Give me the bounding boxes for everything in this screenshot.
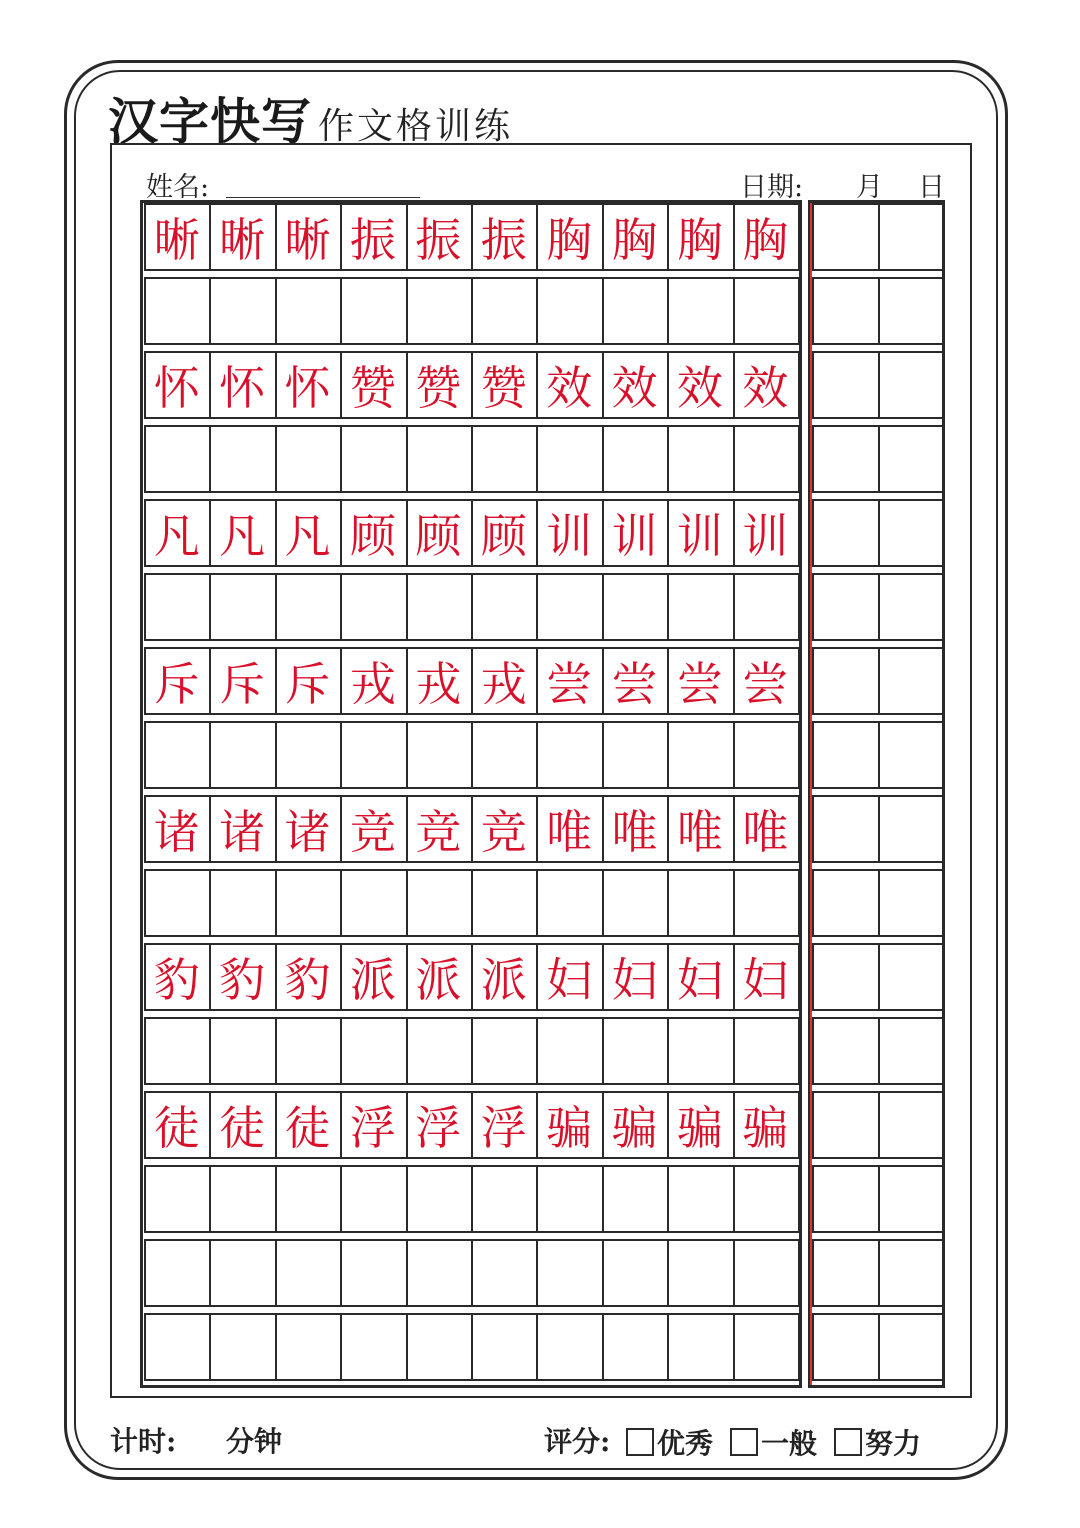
grid-cell[interactable] bbox=[667, 425, 734, 493]
grid-cell[interactable] bbox=[406, 1165, 473, 1233]
grid-cell[interactable] bbox=[275, 721, 342, 789]
practice-character: 妇 bbox=[611, 953, 658, 1007]
side-cell[interactable] bbox=[878, 1091, 944, 1159]
grid-cell[interactable] bbox=[275, 425, 342, 493]
grid-cell[interactable] bbox=[471, 277, 538, 345]
score-option-excellent[interactable] bbox=[626, 1422, 713, 1462]
grid-cell[interactable] bbox=[602, 1239, 669, 1307]
practice-character: 妇 bbox=[676, 953, 723, 1007]
grid-cell[interactable] bbox=[144, 425, 211, 493]
practice-character: 豹 bbox=[284, 953, 331, 1007]
side-cell[interactable] bbox=[812, 721, 880, 789]
grid-cell[interactable] bbox=[275, 573, 342, 641]
score-option-average[interactable] bbox=[730, 1422, 817, 1462]
grid-cell[interactable] bbox=[471, 1313, 538, 1381]
grid-cell[interactable] bbox=[209, 425, 276, 493]
grid-cell[interactable] bbox=[602, 1313, 669, 1381]
practice-character: 怀 bbox=[284, 361, 331, 415]
side-red-line bbox=[810, 203, 812, 1385]
side-cell[interactable] bbox=[812, 1313, 880, 1381]
practice-character: 顾 bbox=[349, 509, 396, 563]
grid-cell[interactable] bbox=[406, 869, 473, 937]
grid-cell[interactable] bbox=[602, 425, 669, 493]
practice-character: 训 bbox=[742, 509, 789, 563]
checkbox-effort[interactable] bbox=[834, 1428, 862, 1456]
practice-character: 凡 bbox=[153, 509, 200, 563]
practice-character: 妇 bbox=[742, 953, 789, 1007]
practice-character: 斥 bbox=[153, 657, 200, 711]
grid-cell[interactable] bbox=[144, 277, 211, 345]
grid-cell[interactable] bbox=[340, 277, 407, 345]
practice-character: 胸 bbox=[742, 213, 789, 267]
side-cell[interactable] bbox=[812, 351, 880, 419]
grid-cell[interactable] bbox=[144, 1239, 211, 1307]
side-cell[interactable] bbox=[878, 425, 944, 493]
practice-character: 赞 bbox=[480, 361, 527, 415]
practice-character: 怀 bbox=[153, 361, 200, 415]
grid-cell[interactable] bbox=[275, 1313, 342, 1381]
practice-character: 戎 bbox=[480, 657, 527, 711]
grid-cell[interactable] bbox=[536, 1017, 603, 1085]
grid-cell[interactable] bbox=[536, 1165, 603, 1233]
grid-cell[interactable] bbox=[667, 869, 734, 937]
grid-cell[interactable] bbox=[733, 869, 800, 937]
grid-cell[interactable] bbox=[733, 1017, 800, 1085]
practice-character: 凡 bbox=[284, 509, 331, 563]
grid-cell[interactable] bbox=[406, 1017, 473, 1085]
practice-character: 胸 bbox=[611, 213, 658, 267]
side-cell[interactable] bbox=[812, 425, 880, 493]
side-cell[interactable] bbox=[878, 943, 944, 1011]
grid-cell[interactable] bbox=[209, 277, 276, 345]
practice-character: 骗 bbox=[546, 1101, 593, 1155]
timer-label: 计时: bbox=[110, 1425, 177, 1458]
practice-character: 斥 bbox=[219, 657, 266, 711]
grid-cell[interactable] bbox=[667, 277, 734, 345]
name-label: 姓名: bbox=[146, 172, 210, 203]
grid-cell[interactable] bbox=[406, 1313, 473, 1381]
practice-character: 徒 bbox=[284, 1101, 331, 1155]
grid-cell[interactable] bbox=[144, 1165, 211, 1233]
grid-cell[interactable] bbox=[471, 1165, 538, 1233]
practice-character: 诸 bbox=[153, 805, 200, 859]
side-cell[interactable] bbox=[878, 647, 944, 715]
grid-cell[interactable] bbox=[209, 869, 276, 937]
practice-character: 唯 bbox=[546, 805, 593, 859]
grid-cell[interactable] bbox=[536, 425, 603, 493]
practice-character: 竞 bbox=[415, 805, 462, 859]
practice-character: 振 bbox=[349, 213, 396, 267]
score-label: 评分: bbox=[544, 1425, 611, 1458]
grid-cell[interactable] bbox=[144, 573, 211, 641]
side-cell[interactable] bbox=[878, 351, 944, 419]
grid-cell[interactable] bbox=[733, 1239, 800, 1307]
grid-cell[interactable] bbox=[340, 1165, 407, 1233]
side-cell[interactable] bbox=[812, 1017, 880, 1085]
score-option-effort-label: 努力 bbox=[865, 1427, 922, 1460]
grid-cell[interactable] bbox=[536, 721, 603, 789]
practice-character: 派 bbox=[415, 953, 462, 1007]
grid-cell[interactable] bbox=[209, 1017, 276, 1085]
grid-cell[interactable] bbox=[275, 869, 342, 937]
date-label: 日期: bbox=[740, 172, 804, 203]
grid-cell[interactable] bbox=[406, 573, 473, 641]
practice-character: 豹 bbox=[219, 953, 266, 1007]
side-cell[interactable] bbox=[878, 573, 944, 641]
grid-cell[interactable] bbox=[667, 1165, 734, 1233]
practice-character: 效 bbox=[676, 361, 723, 415]
grid-cell[interactable] bbox=[602, 573, 669, 641]
practice-character: 训 bbox=[676, 509, 723, 563]
practice-character: 晰 bbox=[153, 213, 200, 267]
practice-character: 尝 bbox=[546, 657, 593, 711]
practice-character: 胸 bbox=[676, 213, 723, 267]
grid-cell[interactable] bbox=[340, 1239, 407, 1307]
practice-character: 振 bbox=[480, 213, 527, 267]
practice-character: 训 bbox=[546, 509, 593, 563]
practice-character: 赞 bbox=[415, 361, 462, 415]
practice-character: 效 bbox=[611, 361, 658, 415]
grid-cell[interactable] bbox=[209, 1165, 276, 1233]
practice-character: 浮 bbox=[349, 1101, 396, 1155]
practice-character: 竞 bbox=[480, 805, 527, 859]
practice-character: 唯 bbox=[611, 805, 658, 859]
grid-cell[interactable] bbox=[340, 1017, 407, 1085]
practice-character: 晰 bbox=[219, 213, 266, 267]
grid-cell[interactable] bbox=[209, 721, 276, 789]
checkbox-excellent[interactable] bbox=[626, 1428, 654, 1456]
grid-cell[interactable] bbox=[602, 869, 669, 937]
grid-cell[interactable] bbox=[471, 1017, 538, 1085]
practice-character: 徒 bbox=[219, 1101, 266, 1155]
side-cell[interactable] bbox=[812, 1239, 880, 1307]
side-cell[interactable] bbox=[812, 647, 880, 715]
grid-cell[interactable] bbox=[733, 1165, 800, 1233]
grid-cell[interactable] bbox=[406, 425, 473, 493]
grid-cell[interactable] bbox=[144, 721, 211, 789]
grid-cell[interactable] bbox=[209, 1313, 276, 1381]
practice-character: 骗 bbox=[676, 1101, 723, 1155]
grid-cell[interactable] bbox=[406, 277, 473, 345]
grid-cell[interactable] bbox=[471, 869, 538, 937]
grid-cell[interactable] bbox=[275, 277, 342, 345]
practice-character: 训 bbox=[611, 509, 658, 563]
side-cell[interactable] bbox=[878, 1239, 944, 1307]
practice-character: 戎 bbox=[415, 657, 462, 711]
page-title: 汉字快写 bbox=[108, 93, 312, 151]
side-cell[interactable] bbox=[812, 277, 880, 345]
grid-cell[interactable] bbox=[602, 721, 669, 789]
grid-cell[interactable] bbox=[536, 573, 603, 641]
grid-cell[interactable] bbox=[275, 1017, 342, 1085]
practice-character: 尝 bbox=[611, 657, 658, 711]
side-cell[interactable] bbox=[878, 499, 944, 567]
side-cell[interactable] bbox=[812, 869, 880, 937]
side-cell[interactable] bbox=[878, 1313, 944, 1381]
side-cell[interactable] bbox=[878, 203, 944, 271]
side-cell[interactable] bbox=[812, 499, 880, 567]
grid-cell[interactable] bbox=[536, 1313, 603, 1381]
practice-character: 妇 bbox=[546, 953, 593, 1007]
side-cell[interactable] bbox=[878, 721, 944, 789]
practice-character: 赞 bbox=[349, 361, 396, 415]
practice-character: 戎 bbox=[349, 657, 396, 711]
practice-character: 徒 bbox=[153, 1101, 200, 1155]
grid-cell[interactable] bbox=[144, 869, 211, 937]
grid-cell[interactable] bbox=[471, 573, 538, 641]
grid-cell[interactable] bbox=[536, 869, 603, 937]
score-option-average-label: 一般 bbox=[761, 1427, 818, 1460]
side-cell[interactable] bbox=[878, 277, 944, 345]
grid-cell[interactable] bbox=[667, 1017, 734, 1085]
side-cell[interactable] bbox=[812, 1165, 880, 1233]
grid-cell[interactable] bbox=[667, 1239, 734, 1307]
grid-cell[interactable] bbox=[733, 1313, 800, 1381]
grid-cell[interactable] bbox=[144, 1313, 211, 1381]
score-option-effort[interactable] bbox=[834, 1422, 921, 1462]
page-subtitle: 作文格训练 bbox=[318, 106, 514, 147]
minutes-label: 分钟 bbox=[226, 1425, 283, 1458]
grid-cell[interactable] bbox=[275, 1165, 342, 1233]
grid-cell[interactable] bbox=[209, 1239, 276, 1307]
grid-cell[interactable] bbox=[733, 721, 800, 789]
grid-cell[interactable] bbox=[471, 425, 538, 493]
practice-character: 效 bbox=[546, 361, 593, 415]
grid-cell[interactable] bbox=[667, 721, 734, 789]
practice-character: 派 bbox=[480, 953, 527, 1007]
checkbox-average[interactable] bbox=[730, 1428, 758, 1456]
grid-cell[interactable] bbox=[275, 1239, 342, 1307]
practice-character: 斥 bbox=[284, 657, 331, 711]
score-option-excellent-label: 优秀 bbox=[657, 1427, 714, 1460]
practice-character: 骗 bbox=[742, 1101, 789, 1155]
practice-character: 诸 bbox=[284, 805, 331, 859]
practice-character: 浮 bbox=[480, 1101, 527, 1155]
side-cell[interactable] bbox=[812, 943, 880, 1011]
grid-cell[interactable] bbox=[602, 1165, 669, 1233]
grid-cell[interactable] bbox=[144, 1017, 211, 1085]
side-cell[interactable] bbox=[878, 795, 944, 863]
practice-character: 派 bbox=[349, 953, 396, 1007]
grid-cell[interactable] bbox=[209, 573, 276, 641]
side-cell[interactable] bbox=[812, 573, 880, 641]
grid-cell[interactable] bbox=[667, 1313, 734, 1381]
date-month-label: 月 bbox=[856, 172, 883, 203]
date-day-label: 日 bbox=[918, 172, 945, 203]
practice-character: 诸 bbox=[219, 805, 266, 859]
side-cell[interactable] bbox=[878, 1165, 944, 1233]
grid-cell[interactable] bbox=[471, 1239, 538, 1307]
practice-character: 振 bbox=[415, 213, 462, 267]
grid-cell[interactable] bbox=[340, 425, 407, 493]
practice-character: 豹 bbox=[153, 953, 200, 1007]
practice-character: 晰 bbox=[284, 213, 331, 267]
practice-character: 唯 bbox=[742, 805, 789, 859]
practice-character: 唯 bbox=[676, 805, 723, 859]
practice-character: 顾 bbox=[415, 509, 462, 563]
grid-cell[interactable] bbox=[733, 573, 800, 641]
practice-character: 浮 bbox=[415, 1101, 462, 1155]
practice-character: 顾 bbox=[480, 509, 527, 563]
grid-cell[interactable] bbox=[406, 721, 473, 789]
practice-character: 怀 bbox=[219, 361, 266, 415]
grid-cell[interactable] bbox=[406, 1239, 473, 1307]
grid-cell[interactable] bbox=[340, 869, 407, 937]
grid-cell[interactable] bbox=[733, 277, 800, 345]
practice-character: 骗 bbox=[611, 1101, 658, 1155]
grid-cell[interactable] bbox=[602, 1017, 669, 1085]
practice-character: 凡 bbox=[219, 509, 266, 563]
grid-cell[interactable] bbox=[340, 573, 407, 641]
practice-character: 竞 bbox=[349, 805, 396, 859]
practice-character: 尝 bbox=[742, 657, 789, 711]
practice-character: 尝 bbox=[676, 657, 723, 711]
grid-cell[interactable] bbox=[340, 1313, 407, 1381]
grid-cell[interactable] bbox=[733, 425, 800, 493]
grid-cell[interactable] bbox=[536, 1239, 603, 1307]
side-cell[interactable] bbox=[878, 1017, 944, 1085]
practice-character: 胸 bbox=[546, 213, 593, 267]
side-cell[interactable] bbox=[812, 795, 880, 863]
grid-cell[interactable] bbox=[602, 277, 669, 345]
grid-cell[interactable] bbox=[667, 573, 734, 641]
side-cell[interactable] bbox=[812, 1091, 880, 1159]
practice-character: 效 bbox=[742, 361, 789, 415]
grid-cell[interactable] bbox=[340, 721, 407, 789]
side-cell[interactable] bbox=[878, 869, 944, 937]
grid-cell[interactable] bbox=[536, 277, 603, 345]
grid-cell[interactable] bbox=[471, 721, 538, 789]
side-cell[interactable] bbox=[812, 203, 880, 271]
name-field[interactable] bbox=[226, 197, 420, 198]
